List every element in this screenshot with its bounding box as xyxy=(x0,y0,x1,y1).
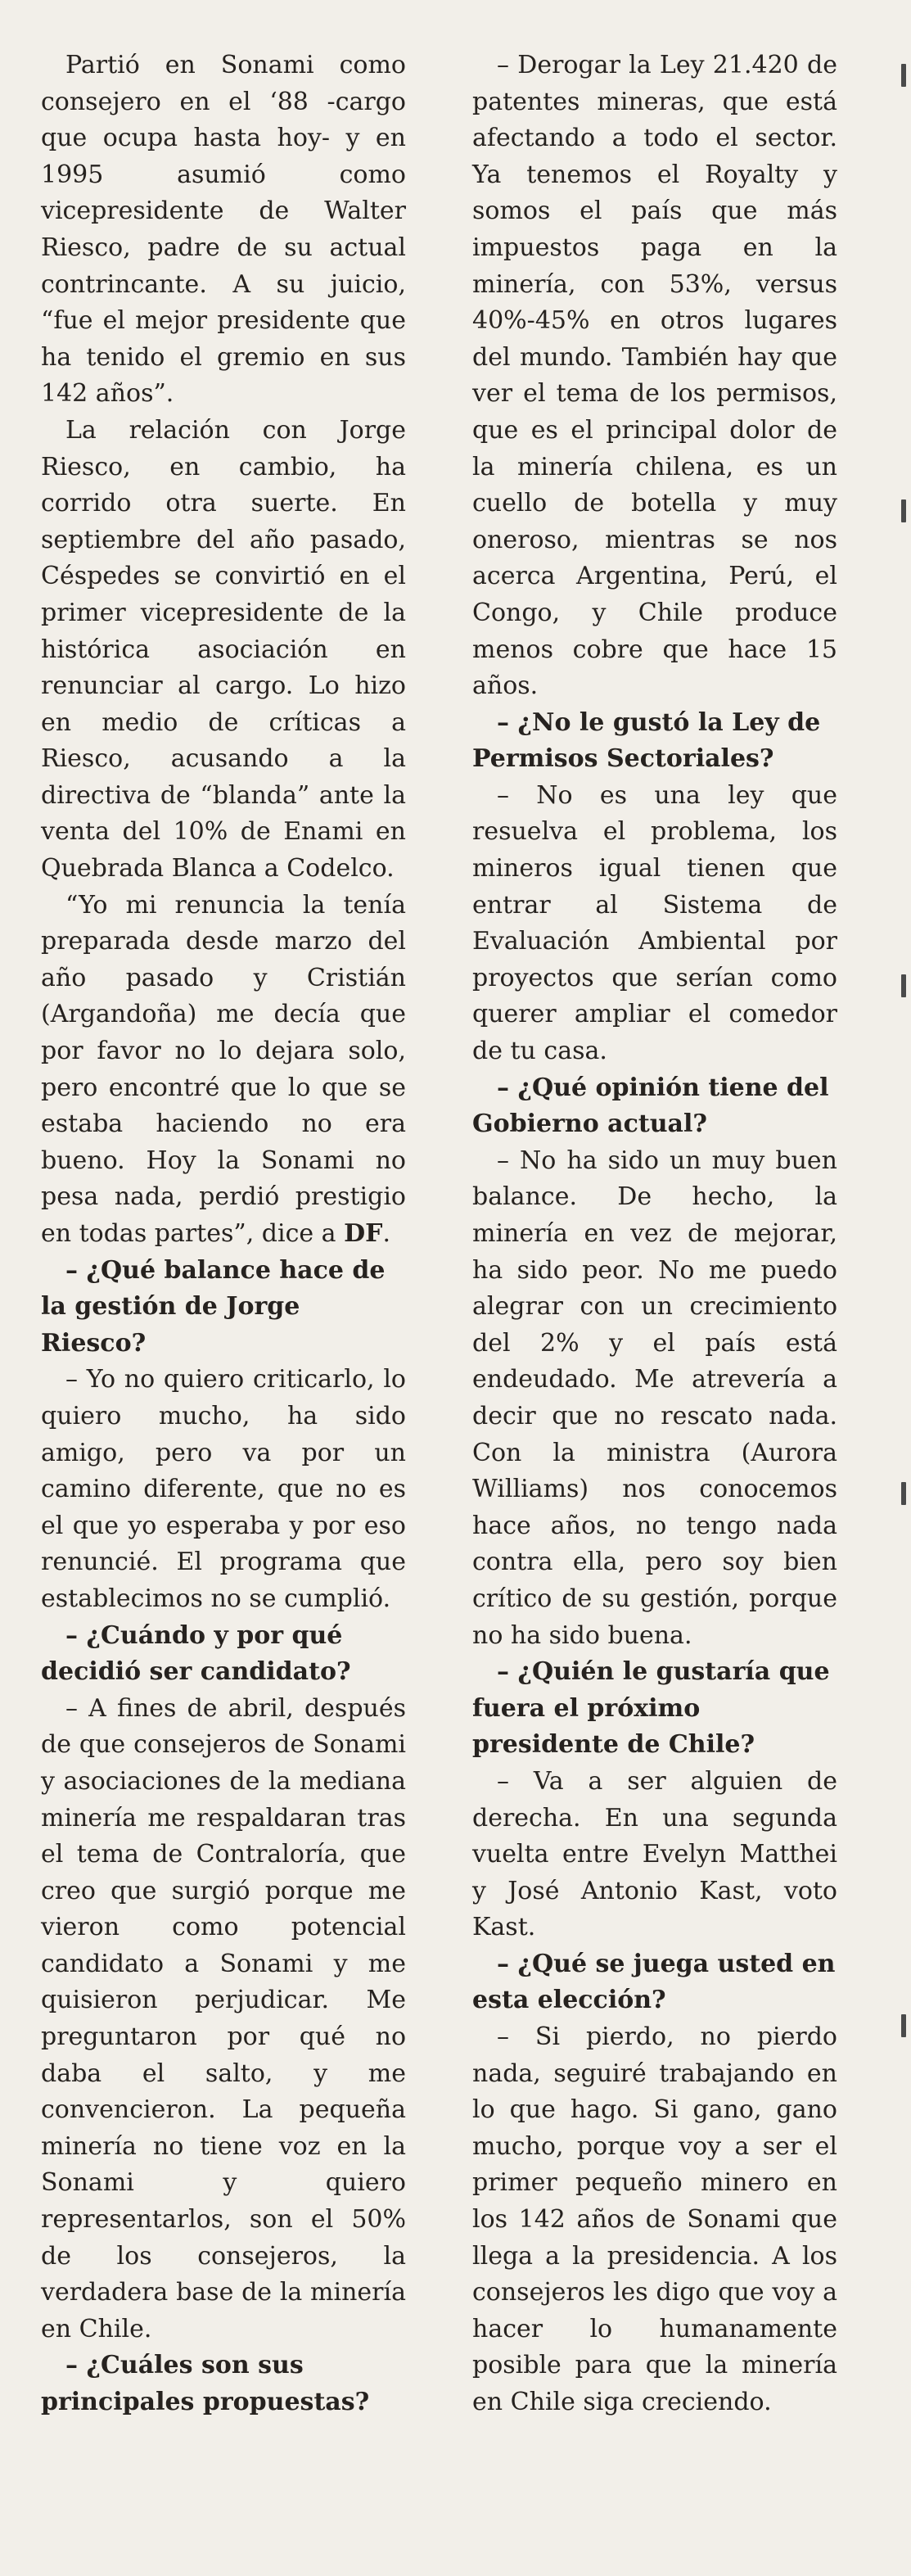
question-permits-law: – ¿No le gustó la Ley de Permisos Sectoriales? xyxy=(472,707,821,774)
page-edge-mark xyxy=(901,499,906,522)
page-edge-mark xyxy=(901,974,906,997)
page-edge-mark xyxy=(901,64,906,87)
answer-stakes: – Si pierdo, no pierdo nada, seguiré trabajando en lo que hago. Si gano, gano mucho, porque voy a ser el primer pequeño minero en los 142 años de Sonami que llega a la presidencia. A los consejeros les digo que voy a hacer lo humanamente posible para que la minería en Chile siga creciendo. xyxy=(472,2022,837,2416)
page-edge-mark xyxy=(901,2014,906,2037)
answer-government: – No ha sido un muy buen balance. De hecho, la minería en vez de mejorar, ha sido peor. No me puedo alegrar con un crecimiento del 2% y el país está endeudado. Me atrevería a decir que no rescato nada. Con la ministra (Aurora Williams) nos conocemos hace años, no tengo nada contra ella, pero soy bien crítico de su gestión, porque no ha sido buena. xyxy=(472,1146,837,1650)
question-next-president: – ¿Quién le gustaría que fuera el próximo presidente de Chile? xyxy=(472,1657,830,1760)
question-candidacy: – ¿Cuándo y por qué decidió ser candidato? xyxy=(41,1620,351,1687)
resignation-quote-text: “Yo mi renuncia la tenía preparada desde marzo del año pasado y Cristián (Argandoña) me decía que por favor no lo dejara solo, pero encontré que lo que se estaba haciendo no era bueno. Hoy la Sonami no pesa nada, perdió prestigio en todas partes”, dice a xyxy=(41,890,406,1248)
question-balance: – ¿Qué balance hace de la gestión de Jorge Riesco? xyxy=(41,1255,386,1358)
outlet-name: DF xyxy=(344,1219,383,1248)
page-edge-mark xyxy=(901,1482,906,1505)
left-text-column xyxy=(41,47,406,2421)
intro-paragraph: Partió en Sonami como consejero en el ‘88 -cargo que ocupa hasta hoy- y en 1995 asumió como vicepresidente de Walter Riesco, padre de su actual contrincante. A su juicio, “fue el mejor presidente que ha tenido el gremio en sus 142 años”. xyxy=(41,51,406,409)
answer-candidacy: – A fines de abril, después de que consejeros de Sonami y asociaciones de la mediana minería me respaldaran tras el tema de Contraloría, que creo que surgió porque me vieron como potencial candidato a Sonami y me quisieron perjudicar. Me preguntaron por qué no daba el salto, y me convencieron. La pequeña minería no tiene voz en la Sonami y quiero representarlos, son el 50% de los consejeros, la verdadera base de la minería en Chile. xyxy=(41,1693,406,2343)
resignation-quote-paragraph xyxy=(41,888,406,1253)
answer-balance: – Yo no quiero criticarlo, lo quiero mucho, ha sido amigo, pero va por un camino diferente, que no es el que yo esperaba y por eso renuncié. El programa que establecimos no se cumplió. xyxy=(41,1365,406,1613)
answer-permits-law: – No es una ley que resuelva el problema, los mineros igual tienen que entrar al Sistema de Evaluación Ambiental por proyectos que serían como querer ampliar el comedor de tu casa. xyxy=(472,780,837,1066)
answer-proposals: – Derogar la Ley 21.420 de patentes mineras, que está afectando a todo el sector. Ya tenemos el Royalty y somos el país que más impuestos paga en la minería, con 53%, versus 40%-45% en otros lugares del mundo. También hay que ver el tema de los permisos, que es el principal dolor de la minería chilena, es un cuello de botella y muy oneroso, mientras se nos acerca Argentina, Perú, el Congo, y Chile produce menos cobre que hace 15 años. xyxy=(472,51,837,701)
question-proposals: – ¿Cuáles son sus principales propuestas? xyxy=(41,2351,370,2416)
question-government: – ¿Qué opinión tiene del Gobierno actual? xyxy=(472,1073,829,1139)
relationship-paragraph: La relación con Jorge Riesco, en cambio, ha corrido otra suerte. En septiembre del año pasado, Céspedes se convirtió en el primer vicepresidente de la histórica asociación en renunciar al cargo. Lo hizo en medio de críticas a Riesco, acusando a la directiva de “blanda” ante la venta del 10% de Enami en Quebrada Blanca a Codelco. xyxy=(41,415,406,884)
outlet-suffix: . xyxy=(382,1219,390,1248)
answer-next-president: – Va a ser alguien de derecha. En una segunda vuelta entre Evelyn Matthei y José Antonio Kast, voto Kast. xyxy=(472,1766,837,1942)
right-text-column xyxy=(472,47,837,2421)
question-stakes: – ¿Qué se juega usted en esta elección? xyxy=(472,1949,836,2015)
